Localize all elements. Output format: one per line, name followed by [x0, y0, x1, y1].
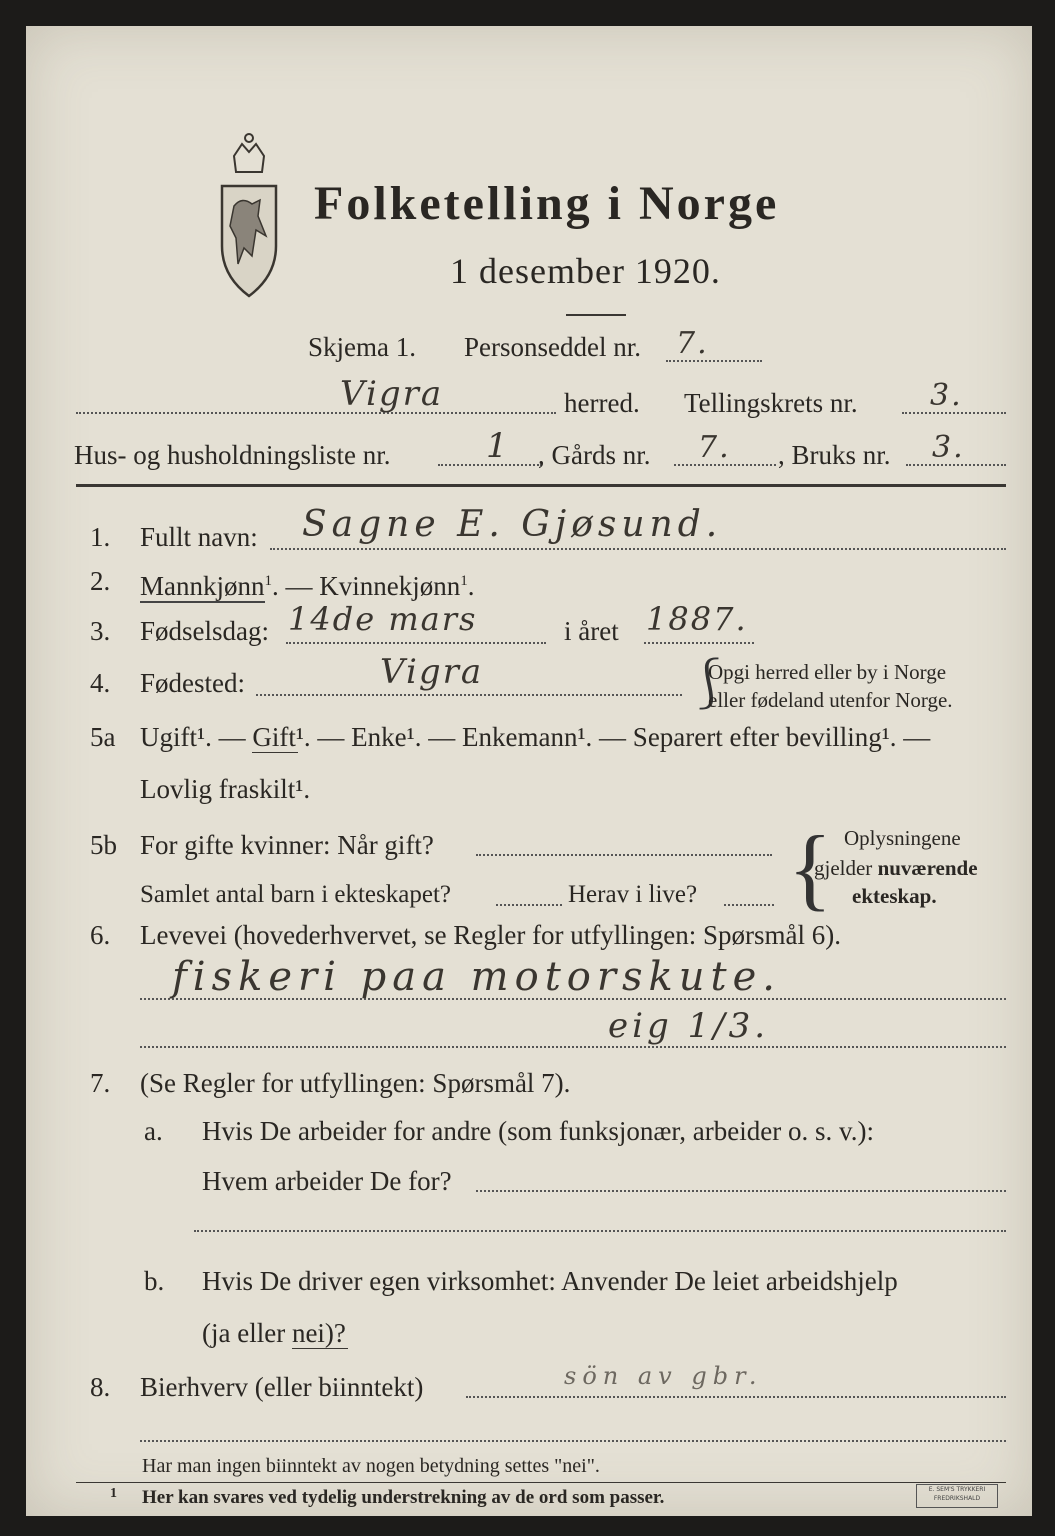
- q2-number: 2.: [90, 566, 111, 596]
- title-divider: [566, 314, 626, 316]
- q7a-letter: a.: [144, 1116, 163, 1146]
- skjema-label: Skjema 1.: [308, 332, 416, 362]
- q8-label: Bierhverv (eller biinntekt): [140, 1372, 424, 1402]
- norway-coat-of-arms-icon: [204, 126, 294, 306]
- q5b-note-line2: [814, 856, 978, 880]
- q5b-note-gjelder: gjelder: [814, 856, 878, 880]
- q6-value-line2: eig 1/3.: [608, 1006, 770, 1046]
- q3-number: 3.: [90, 616, 111, 646]
- q6-number: 6.: [90, 920, 111, 950]
- q7-label: (Se Regler for utfyllingen: Spørsmål 7).: [140, 1068, 571, 1098]
- q7b-nei-underline: [292, 1348, 348, 1349]
- census-form: [26, 26, 1032, 1516]
- q4-note-line1: Opgi herred eller by i Norge: [708, 660, 947, 684]
- q5b-number: 5b: [90, 830, 117, 860]
- q5a-number: 5a: [90, 722, 116, 752]
- q7a-answer-line2: [194, 1230, 1006, 1232]
- nei-note: Har man ingen biinntekt av nogen betydning settes "nei".: [142, 1455, 600, 1477]
- q5b-note-line3: ekteskap.: [852, 884, 937, 908]
- q2-options: Mannkjønn$^1$. — Kvinnekjønn$^1$.: [140, 571, 475, 601]
- q5a-options-line2: Lovlig fraskilt¹.: [140, 774, 311, 804]
- q7b-line2: (ja eller nei)?: [202, 1318, 346, 1348]
- q5b-married-line: [476, 854, 772, 856]
- personseddel-label: Personseddel nr.: [464, 332, 641, 362]
- q1-number: 1.: [90, 522, 111, 552]
- q2-male-option: Mannkjønn: [140, 571, 265, 601]
- q5b-alive-line: [724, 904, 774, 906]
- q4-number: 4.: [90, 668, 111, 698]
- gards-label: , Gårds nr.: [538, 440, 651, 470]
- q5b-line1: For gifte kvinner: Når gift?: [140, 830, 434, 860]
- form-title: Folketelling i Norge: [314, 177, 780, 230]
- q2-female-option: . — Kvinnekjønn: [272, 571, 461, 601]
- q3-year-label: i året: [564, 616, 619, 646]
- q7a-line2: Hvem arbeider De for?: [202, 1166, 452, 1196]
- q7b-line1: Hvis De driver egen virksomhet: Anvender De leiet arbeidshjelp: [202, 1266, 898, 1296]
- census-date: 1 desember 1920.: [450, 251, 721, 291]
- q8-number: 8.: [90, 1372, 111, 1402]
- gards-value: 7.: [698, 430, 731, 465]
- q7b-letter: b.: [144, 1266, 165, 1296]
- printer-stamp: [916, 1484, 998, 1508]
- q7a-answer-line1: [476, 1190, 1006, 1192]
- q8-line: [466, 1396, 1006, 1398]
- q3-label: Fødselsdag:: [140, 616, 270, 646]
- q3-year-value: 1887.: [646, 600, 748, 638]
- footnote-divider: [76, 1482, 1006, 1483]
- q4-value: Vigra: [380, 652, 484, 692]
- footnote-text: Her kan svares ved tydelig understrekning av de ord som passer.: [142, 1487, 665, 1508]
- q1-value: Sagne E. Gjøsund.: [302, 504, 723, 545]
- q5a-gift-underline: [252, 752, 298, 753]
- q8-line2: [140, 1440, 1006, 1442]
- hus-label: Hus- og husholdningsliste nr.: [74, 440, 391, 470]
- q4-note-line2: eller fødeland utenfor Norge.: [708, 688, 953, 712]
- q5a-options: Ugift¹. — Gift¹. — Enke¹. — Enkemann¹. — Separert efter bevilling¹. —: [140, 722, 931, 752]
- personseddel-value: 7.: [676, 326, 709, 361]
- bruks-label: , Bruks nr.: [778, 440, 891, 470]
- q3-day-line: [286, 642, 546, 644]
- q4-line: [256, 694, 682, 696]
- herred-label: herred.: [564, 388, 640, 418]
- tellingskrets-value: 3.: [930, 378, 963, 413]
- q7a-line1: Hvis De arbeider for andre (som funksjonær, arbeider o. s. v.):: [202, 1116, 874, 1146]
- q5b-alive-label: Herav i live?: [568, 881, 698, 908]
- q4-brace: ⎰: [684, 656, 734, 712]
- q3-day-value: 14de mars: [288, 600, 478, 638]
- q5b-note-current: nuværende: [877, 856, 978, 880]
- q4-label: Fødested:: [140, 668, 245, 698]
- q6-value-line1: fiskeri paa motorskute.: [172, 954, 781, 1000]
- q5b-brace: {: [788, 817, 833, 919]
- header-divider: [76, 484, 1006, 487]
- q5b-children-line: [496, 904, 562, 906]
- bruks-value: 3.: [932, 430, 965, 465]
- hus-value: 1: [486, 426, 510, 466]
- q5b-note-line1: Oplysningene: [844, 826, 961, 850]
- q1-label: Fullt navn:: [140, 522, 258, 552]
- printer-stamp-text: E. SEM'S TRYKKERI FREDRIKSHALD: [928, 1486, 986, 1502]
- herred-value: Vigra: [340, 374, 444, 414]
- q7-number: 7.: [90, 1068, 111, 1098]
- q5b-children-label: Samlet antal barn i ekteskapet?: [140, 881, 451, 908]
- q1-line: [270, 548, 1006, 550]
- footnote-mark: 1: [110, 1486, 117, 1501]
- q8-value: sön av gbr.: [564, 1362, 763, 1390]
- herred-line: [76, 412, 556, 414]
- q6-line2: [140, 1046, 1006, 1048]
- q2-end: .: [467, 571, 475, 601]
- q6-label: Levevei (hovederhvervet, se Regler for utfyllingen: Spørsmål 6).: [140, 920, 842, 950]
- q3-year-line: [644, 642, 754, 644]
- tellingskrets-label: Tellingskrets nr.: [684, 388, 858, 418]
